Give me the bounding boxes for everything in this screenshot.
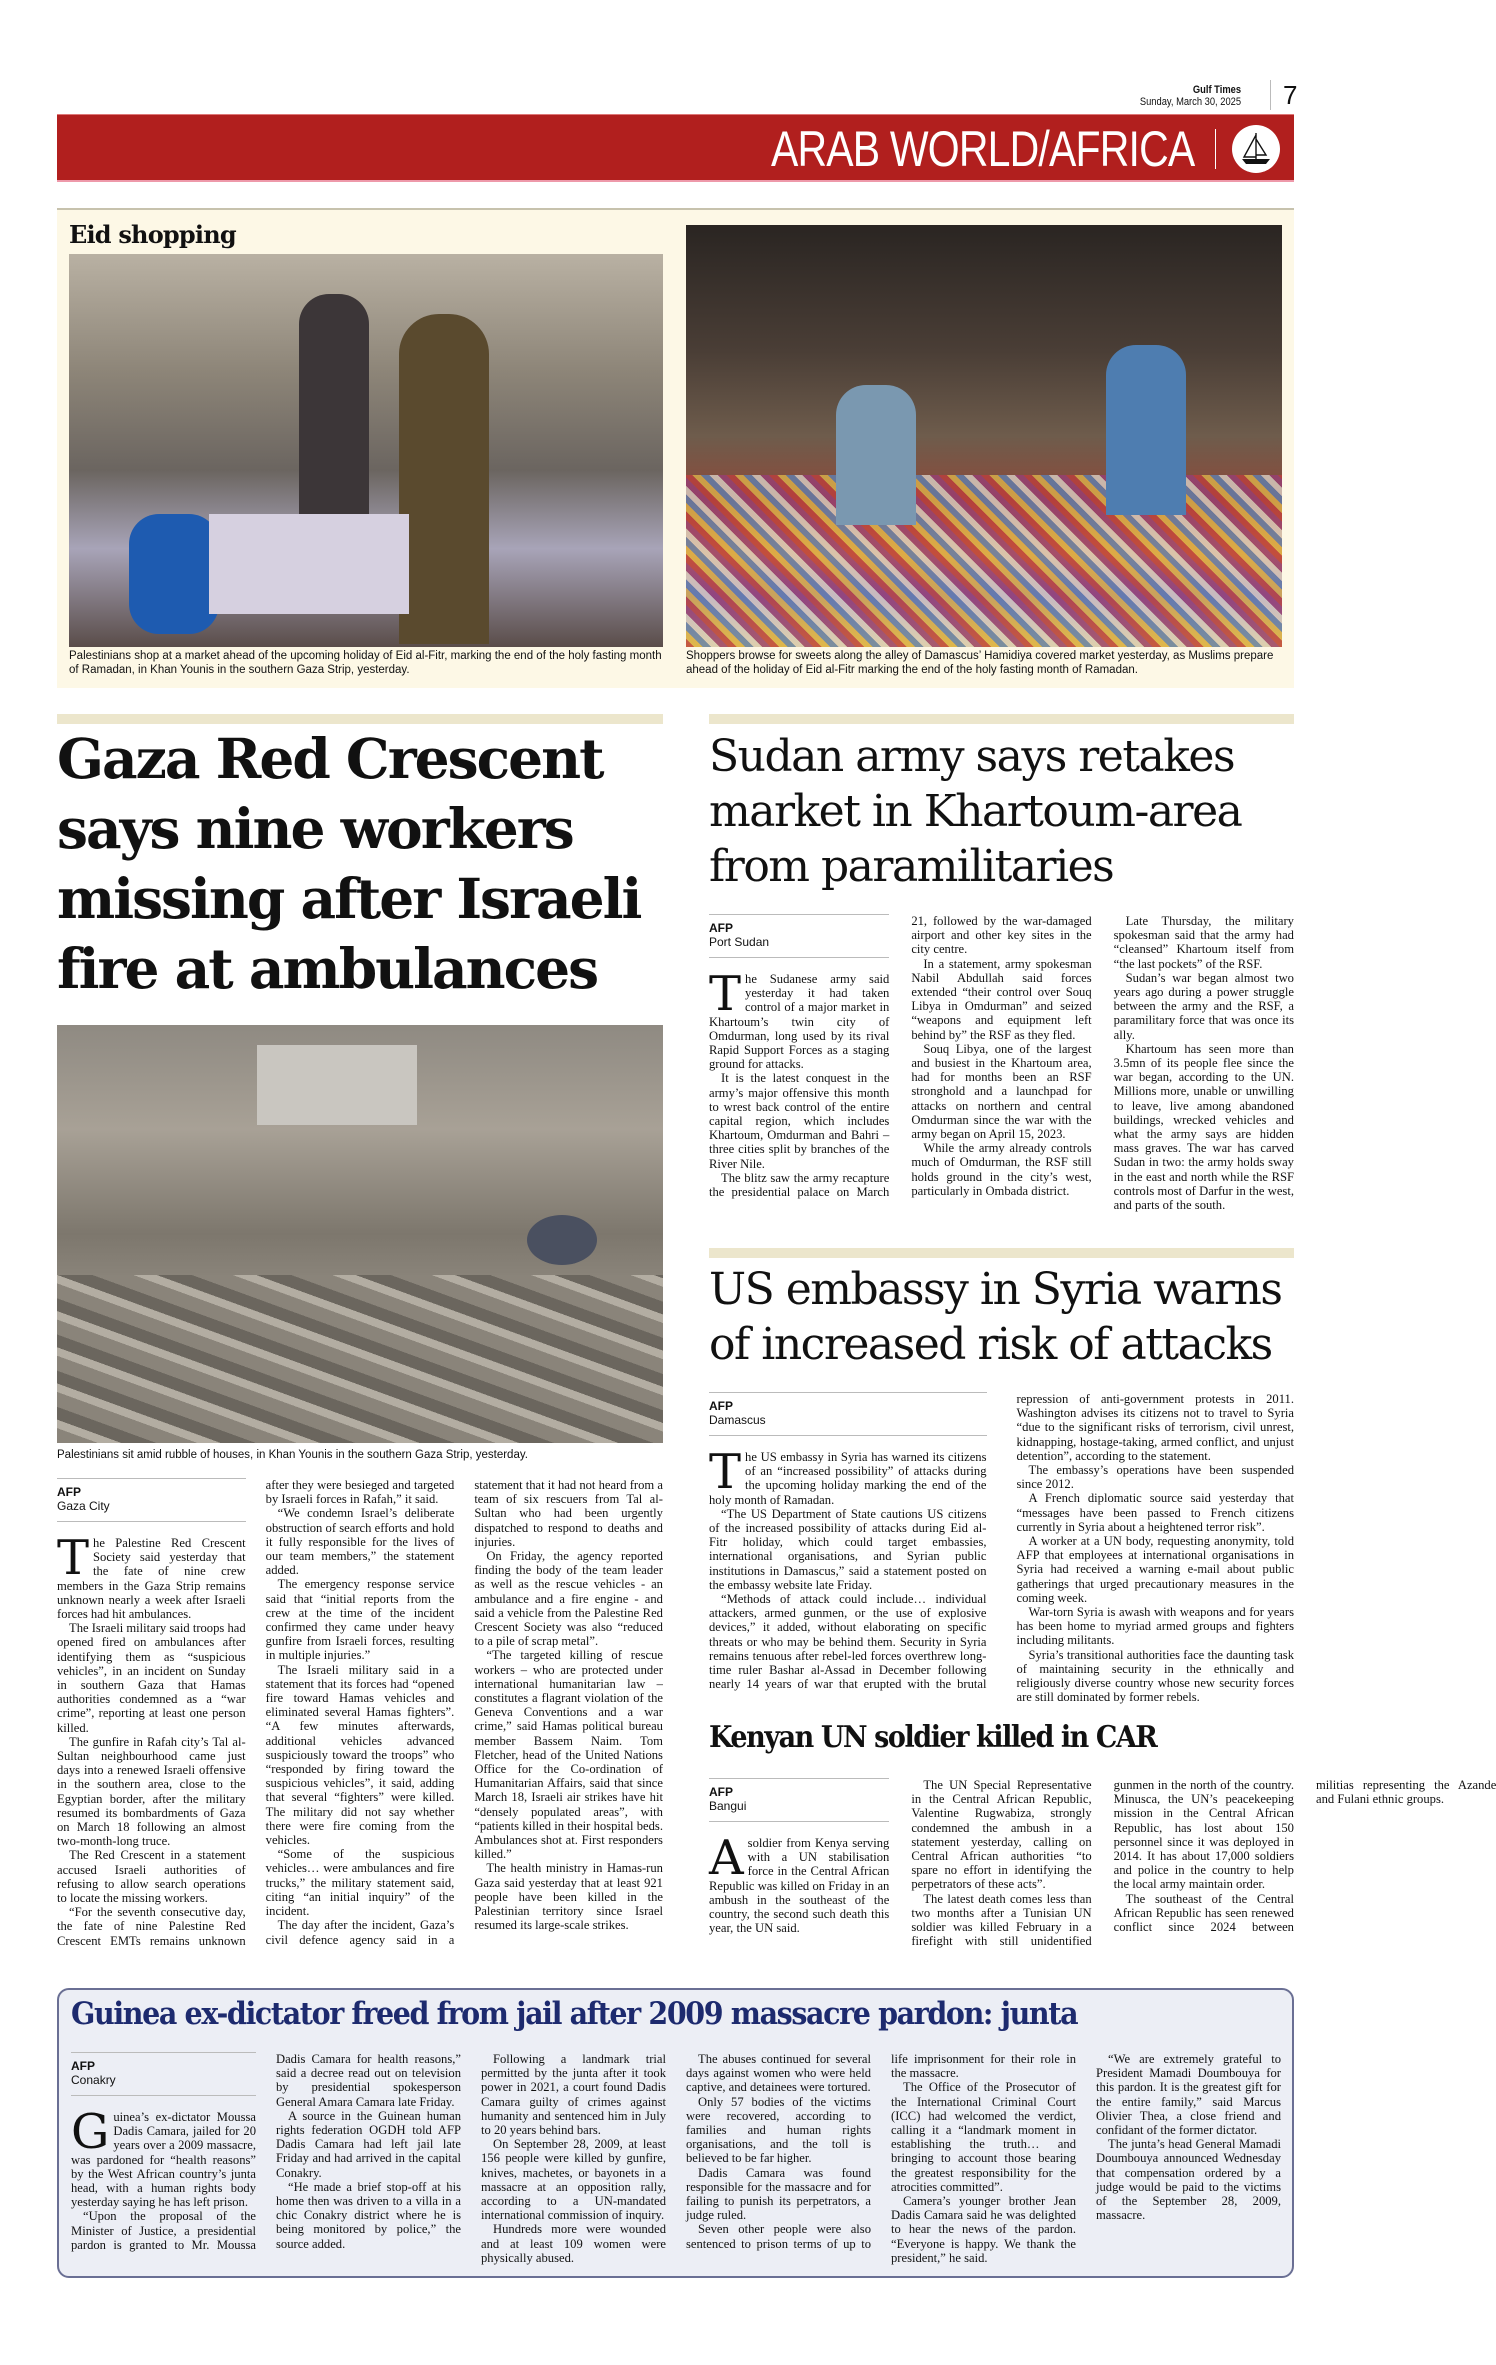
gaza-market-photo: [69, 254, 663, 647]
article-paragraph: War-torn Syria is awash with weapons and for years has been home to myriad armed groups and fighters including militants.: [1016, 1605, 1294, 1648]
kenya-headline: Kenyan UN soldier killed in CAR: [709, 1720, 1157, 1755]
right-photo-caption: Shoppers browse for sweets along the alley of Damascus’ Hamidiya covered market yesterday, as Muslims prepare ahead of the holiday of Eid al-Fitr marking the end of the holy fasting month of Ramadan.: [686, 650, 1274, 676]
article-paragraph: On September 28, 2009, at least 156 people were killed by gunfire, knives, machetes, or bayonets in a massacre at an opposition rally, according to a UN-mandated international commission of inquiry.: [481, 2137, 666, 2223]
article-paragraph: Camera’s younger brother Jean Dadis Camara said he was delighted to hear the news of the pardon. “Everyone is happy. We thank the president,” he said.: [891, 2194, 1076, 2265]
article-paragraph: Syria’s transitional authorities face the daunting task of maintaining security in the ethnically and religiously diverse country whose new security forces are still dominated by former rebels.: [1016, 1647, 1294, 1705]
guinea-article-box: [57, 1988, 1294, 2278]
article-paragraph: While the army already controls much of Omdurman, the RSF still holds ground in the city’s west, particularly in Ombada district.: [911, 1141, 1092, 1198]
article-paragraph: The blitz saw the army recapture the presidential palace on March 21, followed by the war-damaged airport and other key sites in the city centre.: [709, 914, 1092, 1200]
article-paragraph: “The targeted killing of rescue workers – who are protected under international humanitarian law – constitutes a flagrant violation of the Geneva Conventions and a war crime,” said Hamas political bureau member Bassem Naim. Tom Fletcher, head of the United Nations Office for the Co-ordination of Humanitarian Affairs, said that since March 18, Israeli air strikes have hit “densely populated areas”, with “patients killed in their hospital beds. Ambulances shot at. First responders killed.”: [474, 1648, 663, 1862]
article-paragraph: The Sudanese army said yesterday it had taken control of a major market in Khartoum’s twin city of Omdurman, long used by its rival Rapid Support Forces as a staging ground for attacks.: [709, 966, 890, 1072]
dateline: Port Sudan: [709, 935, 770, 949]
sudan-headline: Sudan army says retakes market in Khartoum-area from paramilitaries: [709, 731, 1242, 892]
byline: [57, 1478, 246, 1522]
divider: [709, 714, 1294, 724]
article-paragraph: The Office of the Prosecutor of the International Criminal Court (ICC) had welcomed the verdict, calling it a “landmark moment in establishing the truth… and bringing to account those bearing the greatest responsibility for the atrocities committed”.: [891, 2080, 1076, 2194]
agency: AFP: [71, 2059, 95, 2073]
divider: [709, 1248, 1294, 1258]
article-paragraph: The junta’s head General Mamadi Doumbouya announced Wednesday that compensation ordered by a judge would be paid to the victims of the September 28, 2009, massacre.: [1096, 2137, 1281, 2223]
guinea-article-body: [71, 2052, 1281, 2267]
gaza-rubble-photo: [57, 1025, 663, 1443]
article-paragraph: The latest death comes less than two months after a Tunisian UN soldier was killed February in a firefight with still unidentified gunmen in the north of the country. Minusca, the UN’s peacekeeping mission in the Central African Republic, has lost about 150 personnel since it was deployed in 2014. It has about 17,000 soldiers and police in the country to help the local army maintain order.: [911, 1778, 1294, 1949]
eid-shopping-feature: [57, 208, 1294, 688]
article-paragraph: The Israeli military said in a statement that its forces had “opened fire toward Hamas vehicles and eliminated several Hamas fighters”. “A few minutes afterwards, additional vehicles advanced suspiciously toward the troops” who “responded by firing toward the suspicious vehicles”, it said, adding that several “fighters” were killed. The military did not say whether there were fire coming from the vehicles.: [265, 1662, 455, 1848]
agency: AFP: [709, 1785, 733, 1799]
article-paragraph: The health ministry in Hamas-run Gaza said yesterday that at least 921 people have been killed in the Palestinian territory since Israel resumed its large-scale strikes.: [474, 1861, 663, 1933]
article-paragraph: “We are extremely grateful to President Mamadi Doumbouya for this pardon. It is the greatest gift for the entire family,” said Marcus Olivier Thea, a close friend and confidant of the former dictator.: [1096, 2052, 1281, 2138]
article-paragraph: The UN Special Representative in the Central African Republic, Valentine Rugwabiza, strongly condemned the ambush in a statement yesterday, calling on Central African authorities “to spare no effort in identifying the perpetrators of these acts”.: [911, 1778, 1092, 1892]
article-paragraph: “Some of the suspicious vehicles… were ambulances and fire trucks,” the military statement said, citing “an initial inquiry” of the incident.: [265, 1847, 455, 1919]
left-photo-caption: Palestinians shop at a market ahead of the upcoming holiday of Eid al-Fitr, marking the end of the holy fasting month of Ramadan, in Khan Younis in the southern Gaza Strip, yesterday.: [69, 650, 662, 676]
article-paragraph: Only 57 bodies of the victims were recovered, according to families and human rights organisations, and the toll is believed to be far higher.: [686, 2094, 871, 2166]
page-number: 7: [1270, 80, 1297, 110]
masthead-info: [1140, 84, 1241, 108]
byline: [71, 2052, 256, 2096]
article-paragraph: A worker at a UN body, requesting anonymity, told AFP that employees at international organisations in Syria had received a warning e-mail about public gatherings that urged precautionary measures in the coming week.: [1016, 1534, 1294, 1605]
article-paragraph: Sudan’s war began almost two years ago during a power struggle between the army and the RSF, a paramilitary force that was once its ally.: [1113, 970, 1294, 1042]
article-paragraph: The gunfire in Rafah city’s Tal al-Sultan neighbourhood came just days into a renewed Israeli offensive in the southern area, close to the Egyptian border, after the military resumed its bombardments of Gaza on March 18 following an almost two-month-long truce.: [57, 1734, 246, 1849]
article-paragraph: Hundreds more were wounded and at least 109 women were physically abused.: [481, 2222, 666, 2265]
byline: [709, 914, 889, 958]
article-paragraph: “For the seventh consecutive day, the fate of nine Palestine Red Crescent EMTs remains unknown after they were besieged and targeted by Israeli forces in Rafah,” it said.: [57, 1478, 455, 1948]
article-paragraph: The Palestine Red Crescent Society said yesterday that the fate of nine crew members in the Gaza Strip remains unknown nearly a week after Israeli forces had hit ambulances.: [57, 1530, 246, 1622]
sudan-article-body: [709, 914, 1294, 1226]
article-paragraph: Guinea’s ex-dictator Moussa Dadis Camara, jailed for 20 years over a 2009 massacre, was pardoned for “health reasons” by the West African country’s junta head, with a human rights body yesterday saying he has left prison.: [71, 2104, 256, 2210]
article-paragraph: On Friday, the agency reported finding the body of the team leader as well as the rescue vehicles - an ambulance and a fire engine - and said a vehicle from the Palestine Red Crescent Society was also “reduced to a pile of scrap metal”.: [474, 1549, 663, 1649]
feature-heading: Eid shopping: [69, 220, 236, 249]
article-paragraph: Late Thursday, the military spokesman said that the army had “cleansed” Khartoum itself from “the last pockets” of the RSF.: [1113, 914, 1294, 971]
article-paragraph: It is the latest conquest in the army’s major offensive this month to wrest back control of the entire capital region, which includes Khartoum, Omdurman and Bahri – three cities split by branches of the River Nile.: [709, 1071, 890, 1171]
article-paragraph: “Methods of attack could include… individual attackers, armed gunmen, or the use of explosive devices,” it added, without elaborating on specific threats or who may be behind them. Security in Syria remains tenuous after rebel-led forces overthrew long-time ruler Bashar al-Assad in December following nearly 14 years of war that erupted with the brutal repression of anti-government protests in 2011. Washington advises its citizens not to travel to Syria “due to the significant risks of terrorism, civil unrest, kidnapping, hostage-taking, armed conflict, and unjust detention”, according to the statement.: [709, 1392, 1294, 1692]
article-paragraph: The abuses continued for several days against women who were held captive, and detainees were tortured.: [686, 2052, 871, 2095]
article-paragraph: “He made a brief stop-off at his home then was driven to a villa in a chic Conakry district where he is being monitored by police,” the source added.: [276, 2179, 461, 2251]
gaza-headline: Gaza Red Crescent says nine workers missing after Israeli fire at ambulances: [57, 726, 641, 1001]
syria-article-body: [709, 1392, 1294, 1712]
issue-date: Sunday, March 30, 2025: [1139, 96, 1241, 108]
syria-headline: US embassy in Syria warns of increased risk of attacks: [709, 1264, 1282, 1370]
article-paragraph: Seven other people were also sentenced to prison terms of up to life imprisonment for their role in the massacre.: [686, 2052, 1076, 2251]
article-paragraph: The southeast of the Central African Republic has seen renewed conflict since 2024 between militias representing the Azande and Fulani ethnic groups.: [1113, 1778, 1496, 1935]
agency: AFP: [709, 921, 733, 935]
article-paragraph: The Red Crescent in a statement accused Israeli authorities of refusing to allow search operations to locate the missing workers.: [57, 1848, 246, 1906]
gaza-photo-caption: Palestinians sit amid rubble of houses, in Khan Younis in the southern Gaza Strip, yesterday.: [57, 1449, 528, 1461]
article-paragraph: Khartoum has seen more than 3.5mn of its people flee since the war began, according to the UN. Millions more, unable or unwilling to leave, live among abandoned buildings, wrecked vehicles and what the army says are hidden mass graves. The war has carved Sudan in two: the army holds sway in the east and north while the RSF controls most of Darfur in the west, and parts of the south.: [1113, 1041, 1294, 1213]
divider: [1215, 129, 1216, 169]
guinea-headline: Guinea ex-dictator freed from jail after 2009 massacre pardon: junta: [71, 1996, 1078, 2032]
article-paragraph: “We condemn Israel’s deliberate obstruction of search efforts and hold it fully responsible for the lives of our team members,” the statement added.: [265, 1506, 455, 1578]
agency: AFP: [709, 1399, 733, 1413]
article-paragraph: Dadis Camara was found responsible for the massacre and for failing to punish its perpetrators, a judge ruled.: [686, 2165, 871, 2223]
article-paragraph: A source in the Guinean human rights federation OGDH told AFP Dadis Camara had left jail late Friday and had arrived in the capital Conakry.: [276, 2108, 461, 2180]
gaza-article-body: [57, 1478, 663, 1962]
section-banner: [57, 114, 1294, 182]
article-paragraph: The embassy’s operations have been suspended since 2012.: [1016, 1463, 1294, 1492]
article-paragraph: Following a landmark trial permitted by the junta after it took power in 2021, a court found Dadis Camara guilty of crimes against humanity and sentenced him in July to 20 years behind bars.: [481, 2052, 666, 2138]
article-paragraph: The emergency response service said that “initial reports from the crew at the time of the incident confirmed they came under heavy gunfire from Israeli forces, resulting in multiple injuries.”: [265, 1577, 455, 1663]
kenya-article-body: [709, 1778, 1496, 1962]
article-paragraph: The day after the incident, Gaza’s civil defence agency said in a statement that it had not heard from a team of six rescuers from Tal al-Sultan who had been urgently dispatched to respond to deaths and injuries.: [265, 1478, 663, 1947]
dhow-boat-icon: [1232, 125, 1280, 173]
dateline: Conakry: [71, 2073, 116, 2087]
byline: [709, 1392, 987, 1436]
agency: AFP: [57, 1485, 81, 1499]
dateline: Bangui: [709, 1799, 747, 1813]
divider: [57, 714, 663, 724]
article-paragraph: A French diplomatic source said yesterday that “messages have been passed to French citizens currently in Syria about a heightened terror risk”.: [1016, 1491, 1294, 1534]
article-paragraph: Souq Libya, one of the largest and busiest in the Khartoum area, had for months been an RSF stronghold and a launchpad for attacks on northern and central Omdurman since the war with the army began on April 15, 2023.: [911, 1041, 1092, 1142]
section-title: ARAB WORLD/AFRICA: [770, 121, 1194, 177]
article-paragraph: “Upon the proposal of the Minister of Justice, a presidential pardon is granted to Mr. Moussa Dadis Camara for health reasons,” said a decree read out on television by presidential spokesperson General Amara Camara late Friday.: [71, 2052, 461, 2252]
damascus-sweets-photo: [686, 225, 1282, 647]
dateline: Gaza City: [57, 1499, 110, 1513]
article-paragraph: “The US Department of State cautions US citizens of the increased possibility of attacks during Eid al-Fitr holiday, which could target embassies, international organisations, and Syrian public institutions in Damascus,” said a statement posted on the embassy website late Friday.: [709, 1506, 987, 1592]
byline: [709, 1778, 889, 1822]
article-paragraph: The Israeli military said troops had opened fired on ambulances after identifying them as “suspicious vehicles”, in an incident on Sunday in southern Gaza that Hamas authorities condemned as a “war crime”, reporting at least one person killed.: [57, 1621, 246, 1735]
publication-name: Gulf Times: [1192, 84, 1241, 96]
article-paragraph: Asoldier from Kenya serving with a UN stabilisation force in the Central African Republic was killed on Friday in an ambush in the southeast of the country, the second such death this year, the UN said.: [709, 1830, 890, 1936]
article-paragraph: In a statement, army spokesman Nabil Abdullah said forces extended “their control over Souq Libya in Omdurman” and seized “weapons and equipment left behind by” the RSF as they fled.: [911, 956, 1092, 1042]
dateline: Damascus: [709, 1413, 766, 1427]
article-paragraph: The US embassy in Syria has warned its citizens of an “increased possibility” of attacks during the upcoming holiday marking the end of the holy month of Ramadan.: [709, 1444, 987, 1507]
